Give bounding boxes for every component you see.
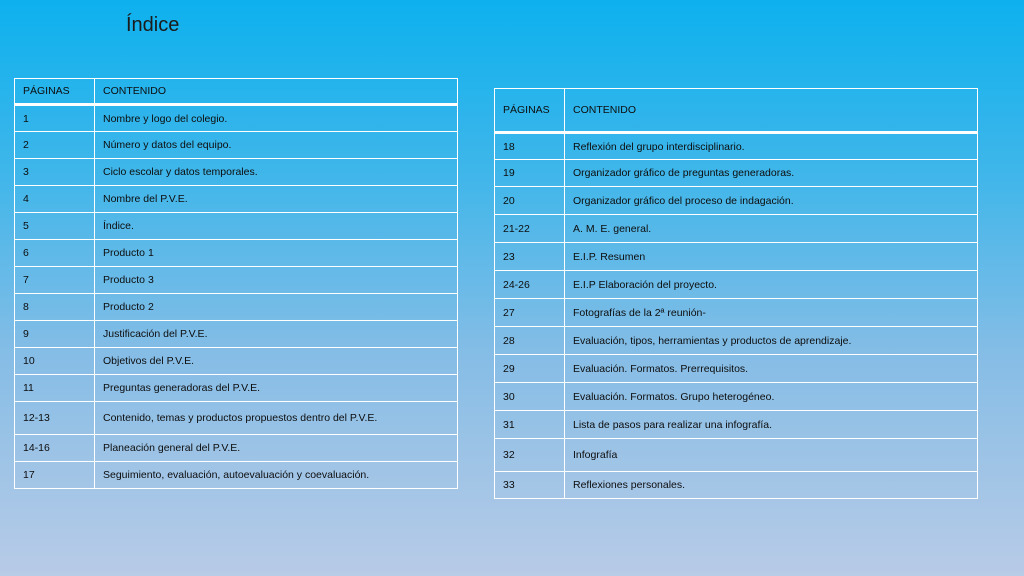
content-cell: Seguimiento, evaluación, autoevaluación y coevaluación. — [95, 462, 458, 489]
content-cell: Producto 3 — [95, 267, 458, 294]
table-row — [15, 321, 458, 348]
table-row — [495, 472, 978, 499]
table-row — [495, 187, 978, 215]
table-row — [495, 355, 978, 383]
table-row — [15, 294, 458, 321]
table-row — [15, 132, 458, 159]
page-number-cell: 10 — [15, 348, 95, 375]
content-cell: Preguntas generadoras del P.V.E. — [95, 375, 458, 402]
table-row — [495, 160, 978, 187]
table-row — [495, 215, 978, 243]
content-cell: Reflexiones personales. — [565, 472, 978, 499]
content-cell: Nombre y logo del colegio. — [95, 105, 458, 132]
page-number-cell: 3 — [15, 159, 95, 186]
content-cell: Infografía — [565, 439, 978, 472]
content-cell: A. M. E. general. — [565, 215, 978, 243]
column-header-paginas: PÁGINAS — [15, 79, 95, 105]
page-number-cell: 1 — [15, 105, 95, 132]
page-number-cell: 30 — [495, 383, 565, 411]
index-table-left — [14, 78, 458, 489]
table-row — [15, 375, 458, 402]
page-number-cell: 12-13 — [15, 402, 95, 435]
table-row — [15, 267, 458, 294]
content-cell: Planeación general del P.V.E. — [95, 435, 458, 462]
page-number-cell: 17 — [15, 462, 95, 489]
page-number-cell: 28 — [495, 327, 565, 355]
table-row — [15, 240, 458, 267]
page-number-cell: 23 — [495, 243, 565, 271]
page-number-cell: 7 — [15, 267, 95, 294]
page-number-cell: 8 — [15, 294, 95, 321]
page-number-cell: 14-16 — [15, 435, 95, 462]
page-number-cell: 20 — [495, 187, 565, 215]
table-row — [495, 299, 978, 327]
page-number-cell: 5 — [15, 213, 95, 240]
table-row — [495, 243, 978, 271]
index-table-right-body — [495, 133, 978, 499]
content-cell: Justificación del P.V.E. — [95, 321, 458, 348]
content-cell: Reflexión del grupo interdisciplinario. — [565, 133, 978, 160]
page-number-cell: 6 — [15, 240, 95, 267]
content-cell: E.I.P Elaboración del proyecto. — [565, 271, 978, 299]
page-number-cell: 33 — [495, 472, 565, 499]
content-cell: Lista de pasos para realizar una infografía. — [565, 411, 978, 439]
table-row — [15, 462, 458, 489]
page-number-cell: 2 — [15, 132, 95, 159]
content-cell: Evaluación. Formatos. Grupo heterogéneo. — [565, 383, 978, 411]
page-number-cell: 4 — [15, 186, 95, 213]
page-number-cell: 11 — [15, 375, 95, 402]
table-row — [15, 159, 458, 186]
column-header-paginas: PÁGINAS — [495, 89, 565, 133]
content-cell: Nombre del P.V.E. — [95, 186, 458, 213]
table-row — [15, 105, 458, 132]
table-row — [15, 435, 458, 462]
page-title: Índice — [126, 14, 180, 36]
content-cell: Producto 2 — [95, 294, 458, 321]
table-row — [15, 348, 458, 375]
content-cell: Producto 1 — [95, 240, 458, 267]
page-number-cell: 9 — [15, 321, 95, 348]
content-cell: Objetivos del P.V.E. — [95, 348, 458, 375]
page-number-cell: 31 — [495, 411, 565, 439]
table-row — [15, 186, 458, 213]
page-number-cell: 32 — [495, 439, 565, 472]
content-cell: Organizador gráfico de preguntas generadoras. — [565, 160, 978, 187]
content-cell: Organizador gráfico del proceso de indagación. — [565, 187, 978, 215]
column-header-contenido: CONTENIDO — [95, 79, 458, 105]
table-row — [15, 213, 458, 240]
table-header-row — [15, 79, 458, 105]
page-number-cell: 29 — [495, 355, 565, 383]
page-number-cell: 21-22 — [495, 215, 565, 243]
content-cell: Número y datos del equipo. — [95, 132, 458, 159]
table-row — [495, 411, 978, 439]
page-number-cell: 24-26 — [495, 271, 565, 299]
table-header-row — [495, 89, 978, 133]
table-row — [495, 383, 978, 411]
table-row — [495, 327, 978, 355]
table-row — [495, 439, 978, 472]
content-cell: Índice. — [95, 213, 458, 240]
content-cell: Evaluación. Formatos. Prerrequisitos. — [565, 355, 978, 383]
content-cell: E.I.P. Resumen — [565, 243, 978, 271]
index-table-left-body — [15, 105, 458, 489]
content-cell: Ciclo escolar y datos temporales. — [95, 159, 458, 186]
table-row — [495, 271, 978, 299]
content-cell: Fotografías de la 2ª reunión- — [565, 299, 978, 327]
column-header-contenido: CONTENIDO — [565, 89, 978, 133]
content-cell: Evaluación, tipos, herramientas y productos de aprendizaje. — [565, 327, 978, 355]
page-number-cell: 27 — [495, 299, 565, 327]
page-number-cell: 19 — [495, 160, 565, 187]
index-table-right — [494, 88, 978, 499]
page-number-cell: 18 — [495, 133, 565, 160]
table-row — [15, 402, 458, 435]
content-cell: Contenido, temas y productos propuestos dentro del P.V.E. — [95, 402, 458, 435]
table-row — [495, 133, 978, 160]
